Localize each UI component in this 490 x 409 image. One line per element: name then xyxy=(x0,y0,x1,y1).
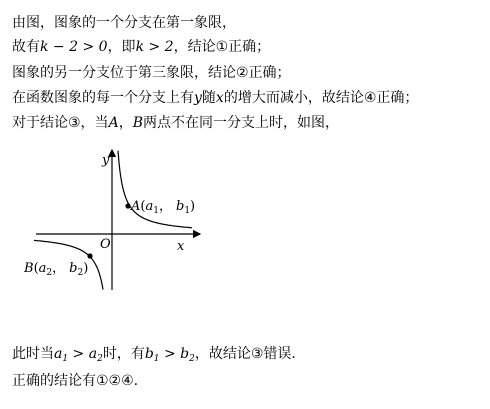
x-axis-label: x xyxy=(177,239,185,254)
line5-comma: ， xyxy=(118,115,133,131)
line5-suffix: 两点不在同一分支上时，如图， xyxy=(142,115,339,131)
point-a-label: $A(a_1$， $b_1$) xyxy=(131,199,196,216)
text-line-7: 正确的结论有①②④. xyxy=(12,373,139,389)
line4-prefix: 在函数图象的每一个分支上有 xyxy=(12,90,194,106)
gt-sign-1: > xyxy=(68,346,89,362)
point-a-dot xyxy=(125,203,130,208)
text-line-1: 由图，图象的一个分支在第一象限， xyxy=(12,15,236,31)
text-line-4 xyxy=(12,87,418,109)
line4-suffix: 的增大而减小，故结论④正确； xyxy=(223,90,419,106)
text-line-5 xyxy=(12,112,339,134)
line4-mid: 随 xyxy=(201,90,216,106)
var-y: y xyxy=(194,90,202,106)
line6-suffix: ，故结论③错误. xyxy=(194,346,296,362)
inequality-k-gt-2: k > 2 xyxy=(135,39,174,55)
origin-label: O xyxy=(100,237,111,252)
line5-prefix: 对于结论③，当 xyxy=(12,115,109,131)
line2-mid: ，即 xyxy=(107,39,136,55)
text-line-3: 图象的另一分支位于第三象限，结论②正确； xyxy=(12,65,291,81)
curve-branch-quadrant-1 xyxy=(118,151,192,228)
gt-sign-2: > xyxy=(159,346,181,362)
line6-prefix: 此时当 xyxy=(12,346,54,362)
text-line-2 xyxy=(12,36,270,58)
var-x: x xyxy=(215,90,224,106)
inequality-k-minus-2: k − 2 > 0 xyxy=(40,39,108,55)
point-a-name: A xyxy=(108,115,119,131)
expr-a2: $a_2$ xyxy=(88,346,103,364)
point-b-label: $B(a_2$， $b_2$) xyxy=(24,261,89,278)
line2-suffix: ，结论①正确； xyxy=(173,39,271,55)
expr-b2: $b_2$ xyxy=(180,346,195,364)
line2-prefix: 故有 xyxy=(12,39,40,55)
hyperbola-figure xyxy=(24,140,214,300)
point-b-dot xyxy=(87,253,92,258)
y-axis-label: y xyxy=(102,153,110,168)
expr-a1: $a_1$ xyxy=(54,346,69,364)
text-line-6 xyxy=(12,343,296,370)
line6-mid: 时，有 xyxy=(102,346,145,362)
point-b-name: B xyxy=(132,115,143,131)
expr-b1: $b_1$ xyxy=(144,346,160,364)
